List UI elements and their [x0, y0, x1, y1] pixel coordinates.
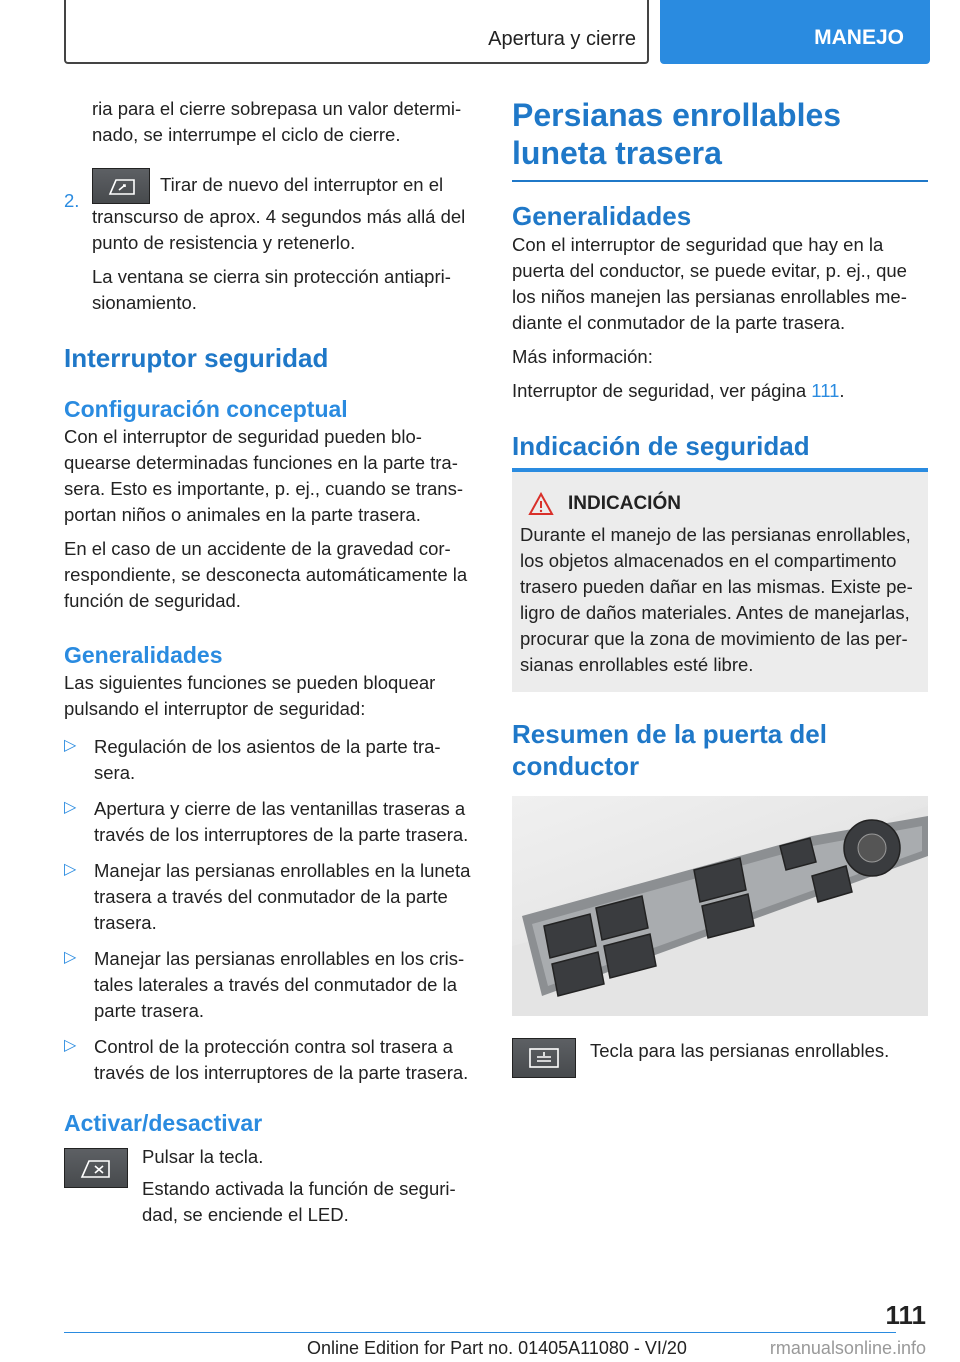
more-info-label: Más información:	[512, 346, 653, 367]
security-switch-icon	[64, 1148, 128, 1188]
warning-title: INDICACIÓN	[568, 493, 681, 514]
key-caption: Tecla para las persianas enrollables.	[590, 1040, 890, 1061]
heading-concept: Configuración conceptual	[64, 396, 348, 422]
warning-box	[512, 468, 928, 692]
bullet-marker-icon: ▷	[64, 1037, 77, 1054]
list-item: ▷ Control de la protección contra sol trasera a través de los interruptores de la parte trasera.	[64, 1036, 469, 1083]
bullet-marker-icon: ▷	[64, 799, 77, 816]
page-link[interactable]: 111	[811, 380, 840, 401]
heading-security-switch: Interruptor seguridad	[64, 343, 329, 373]
step-2-result: La ventana se cierra sin protección antiapri‐sionamiento.	[92, 266, 451, 313]
main-title: Persianas enrollables luneta trasera	[512, 97, 842, 171]
sunblind-key-icon	[512, 1038, 576, 1078]
list-item: ▷ Regulación de los asientos de la parte tra‐sera.	[64, 736, 441, 783]
heading-safety: Indicación de seguridad	[512, 431, 810, 461]
step-2	[64, 168, 476, 316]
heading-activate: Activar/desactivar	[64, 1110, 263, 1136]
heading-general-right: Generalidades	[512, 201, 692, 231]
general-paragraph-right: Con el interruptor de seguridad que hay en la puerta del conductor, se puede evitar, p. ej., que los niños manejen las persianas enrollables me‐diante el conmutador de la parte trasera.	[512, 234, 907, 333]
activate-paragraph-2: Estando activada la función de seguri‐dad, se enciende el LED.	[142, 1178, 456, 1225]
bullet-list	[64, 734, 476, 1086]
warning-header	[528, 492, 920, 516]
list-item: ▷ Manejar las persianas enrollables en los cris‐tales laterales a través del conmutador de la parte trasera.	[64, 948, 465, 1021]
warning-triangle-icon	[528, 492, 554, 516]
window-switch-icon	[92, 168, 150, 204]
header-section-title: Apertura y cierre	[488, 28, 636, 50]
bullet-marker-icon: ▷	[64, 737, 77, 754]
right-column	[512, 96, 928, 1064]
watermark: rmanualsonline.info	[769, 1338, 926, 1358]
step-2-instruction: Tirar de nuevo del interruptor en el transcurso de aprox. 4 segundos más allá del punto de resistencia y retenerlo.	[92, 173, 466, 253]
warning-text: Durante el manejo de las persianas enrollables, los objetos almacenados en el compartimento trasero pueden dañar en las mismas. Existe pe‐ligro de daños materiales. Antes de manejarlas, procurar que la zona de movimiento de las per‐sianas enrollables esté libre.	[520, 524, 913, 675]
bullet-marker-icon: ▷	[64, 949, 77, 966]
header-chapter-tab[interactable]: MANEJO	[660, 0, 930, 64]
footer-edition: Online Edition for Part no. 01405A11080 - VI/20	[307, 1338, 687, 1358]
cross-reference: Interruptor de seguridad, ver página 111.	[512, 380, 845, 401]
continued-text: ria para el cierre sobrepasa un valor determi‐nado, se interrumpe el ciclo de cierre.	[92, 98, 462, 145]
left-column	[64, 96, 476, 1228]
footer-divider	[64, 1332, 896, 1333]
general-paragraph: Las siguientes funciones se pueden bloquear pulsando el interruptor de seguridad:	[64, 672, 436, 719]
concept-paragraph-2: En el caso de un accidente de la gravedad cor‐respondiente, se desconecta automáticamente la función de seguridad.	[64, 538, 468, 611]
title-divider	[512, 180, 928, 182]
activate-paragraph-1: Pulsar la tecla.	[142, 1146, 264, 1167]
concept-paragraph-1: Con el interruptor de seguridad pueden blo‐quearse determinadas funciones en la parte tra‐sera. Esto es importante, p. ej., cuando se trans‐portan niños o animales en la parte trasera.	[64, 426, 463, 525]
step-number: 2.	[64, 190, 80, 211]
heading-general: Generalidades	[64, 642, 223, 668]
step-2-text	[92, 168, 476, 256]
activate-block	[64, 1144, 476, 1228]
page-number: 111	[885, 1300, 926, 1330]
door-panel-photo	[512, 796, 928, 1016]
list-item: ▷ Apertura y cierre de las ventanillas traseras a través de los interruptores de la parte trasera.	[64, 798, 469, 845]
bullet-marker-icon: ▷	[64, 861, 77, 878]
key-legend	[512, 1038, 928, 1064]
heading-overview: Resumen de la puerta del conductor	[512, 719, 827, 781]
list-item: ▷ Manejar las persianas enrollables en la luneta trasera a través del conmutador de la parte trasera.	[64, 860, 471, 933]
